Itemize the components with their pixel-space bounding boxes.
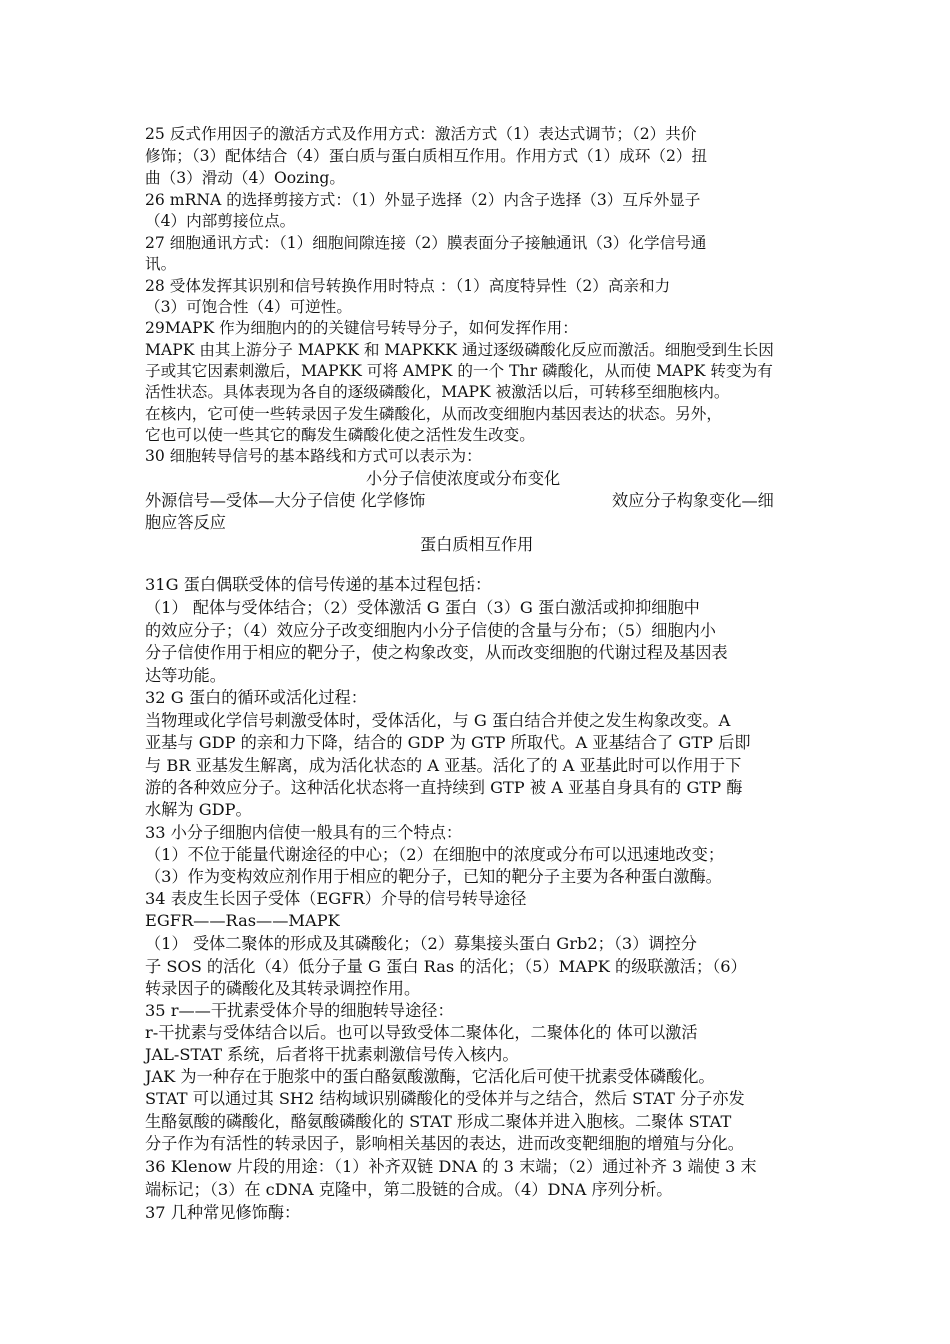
text-line: 26 mRNA 的选择剪接方式：（1）外显子选择（2）内含子选择（3）互斥外显子 [145,191,701,209]
text-line: JAK 为一种存在于胞浆中的蛋白酪氨酸激酶，它活化后可使干扰素受体磷酸化。 [145,1067,715,1086]
text-line: 的效应分子；（4）效应分子改变细胞内小分子信使的含量与分布；（5）细胞内小 [145,621,716,640]
text-line: 分子作为有活性的转录因子，影响相关基因的表达，进而改变靶细胞的增殖与分化。 [145,1134,744,1153]
text-line: 35 r——干扰素受体介导的细胞转导途径： [145,1001,454,1020]
text-line: 生酪氨酸的磷酸化，酪氨酸磷酸化的 STAT 形成二聚体并进入胞核。二聚体 STAT [145,1112,732,1131]
text-line: JAL-STAT 系统，后者将干扰素刺激信号传入核内。 [145,1045,519,1064]
text-line: STAT 可以通过其 SH2 结构域识别磷酸化的受体并与之结合，然后 STAT 分子亦发 [145,1089,745,1108]
text-line: 端标记；（3）在 cDNA 克隆中，第二股链的合成。（4）DNA 序列分析。 [145,1180,673,1199]
diagram-label-effector: 效应分子构象变化—细 [612,491,774,510]
text-line: （1） 配体与受体结合；（2）受体激活 G 蛋白（3）G 蛋白激活或抑抑细胞中 [145,598,700,617]
text-line: 讯。 [145,255,177,273]
text-line: 转录因子的磷酸化及其转录调控作用。 [145,979,421,998]
text-line: 它也可以使一些其它的酶发生磷酸化使之活性发生改变。 [145,426,535,444]
diagram-label-response: 胞应答反应 [145,513,226,532]
text-line: 33 小分子细胞内信使一般具有的三个特点： [145,823,463,842]
text-line: 曲（3）滑动（4）Oozing。 [145,169,345,187]
text-line: 与 BR 亚基发生解离，成为活化状态的 A 亚基。活化了的 A 亚基此时可以作用于下 [145,756,742,775]
text-line: 28 受体发挥其识别和信号转换作用时特点 ：（1）高度特异性（2）高亲和力 [145,277,671,295]
text-line: 子或其它因素刺激后，MAPKK 可将 AMPK 的一个 Thr 磷酸化，从而使 MAPK 转变为有 [145,362,773,380]
text-line: 修饰；（3）配体结合（4）蛋白质与蛋白质相互作用。作用方式（1）成环（2）扭 [145,147,708,165]
diagram-label-small-molecule: 小分子信使浓度或分布变化 [366,469,561,488]
text-line: 水解为 GDP。 [145,800,252,819]
text-line: EGFR——Ras——MAPK [145,911,340,930]
text-line: 在核内，它可使一些转录因子发生磷酸化，从而改变细胞内基因表达的状态。另外， [145,405,722,423]
text-line: 25 反式作用因子的激活方式及作用方式：激活方式（1）表达式调节；（2）共价 [145,125,697,143]
text-line: 37 几种常见修饰酶： [145,1203,301,1222]
text-line: 30 细胞转导信号的基本路线和方式可以表示为： [145,447,482,465]
text-line: 分子信使作用于相应的靶分子，使之构象改变，从而改变细胞的代谢过程及基因表 [145,643,728,662]
text-line: （3）作为变构效应剂作用于相应的靶分子，已知的靶分子主要为各种蛋白激酶。 [145,867,722,886]
text-line: 31G 蛋白偶联受体的信号传递的基本过程包括： [145,575,492,594]
text-line: r-干扰素与受体结合以后。也可以导致受体二聚体化，二聚体化的 体可以激活 [145,1023,698,1042]
text-line: 27 细胞通讯方式：（1）细胞间隙连接（2）膜表面分子接触通讯（3）化学信号通 [145,234,707,252]
text-line: 36 Klenow 片段的用途：（1）补齐双链 DNA 的 3 末端；（2）通过补齐 3 端使 3 末 [145,1157,757,1176]
diagram-label-protein-interaction: 蛋白质相互作用 [420,535,534,554]
text-line: （4）内部剪接位点。 [145,212,296,230]
text-line: 32 G 蛋白的循环或活化过程： [145,688,367,707]
diagram-label-main-path: 外源信号—受体—大分子信使 化学修饰 [145,491,426,510]
text-line: （1）不位于能量代谢途径的中心；（2）在细胞中的浓度或分布可以迅速地改变； [145,845,725,864]
text-line: 达等功能。 [145,666,226,685]
text-line: （1） 受体二聚体的形成及其磷酸化；（2）募集接头蛋白 Grb2；（3）调控分 [145,934,697,953]
text-line: （3）可饱合性（4）可逆性。 [145,298,352,316]
text-line: 当物理或化学信号刺激受体时，受体活化，与 G 蛋白结合并使之发生构象改变。A [145,711,731,730]
text-line: 游的各种效应分子。这种活化状态将一直持续到 GTP 被 A 亚基自身具有的 GTP 酶 [145,778,743,797]
text-line: 29MAPK 作为细胞内的的关键信号转导分子，如何发挥作用： [145,319,578,337]
text-line: 活性状态。具体表现为各自的逐级磷酸化，MAPK 被激活以后，可转移至细胞核内。 [145,383,730,401]
text-line: 亚基与 GDP 的亲和力下降，结合的 GDP 为 GTP 所取代。A 亚基结合了 GTP 后即 [145,733,751,752]
text-line: 子 SOS 的活化（4）低分子量 G 蛋白 Ras 的活化；（5）MAPK 的级联激活；（6） [145,957,747,976]
text-line: MAPK 由其上游分子 MAPKK 和 MAPKKK 通过逐级磷酸化反应而激活。细胞受到生长因 [145,341,774,359]
text-line: 34 表皮生长因子受体（EGFR）介导的信号转导途径 [145,889,527,908]
